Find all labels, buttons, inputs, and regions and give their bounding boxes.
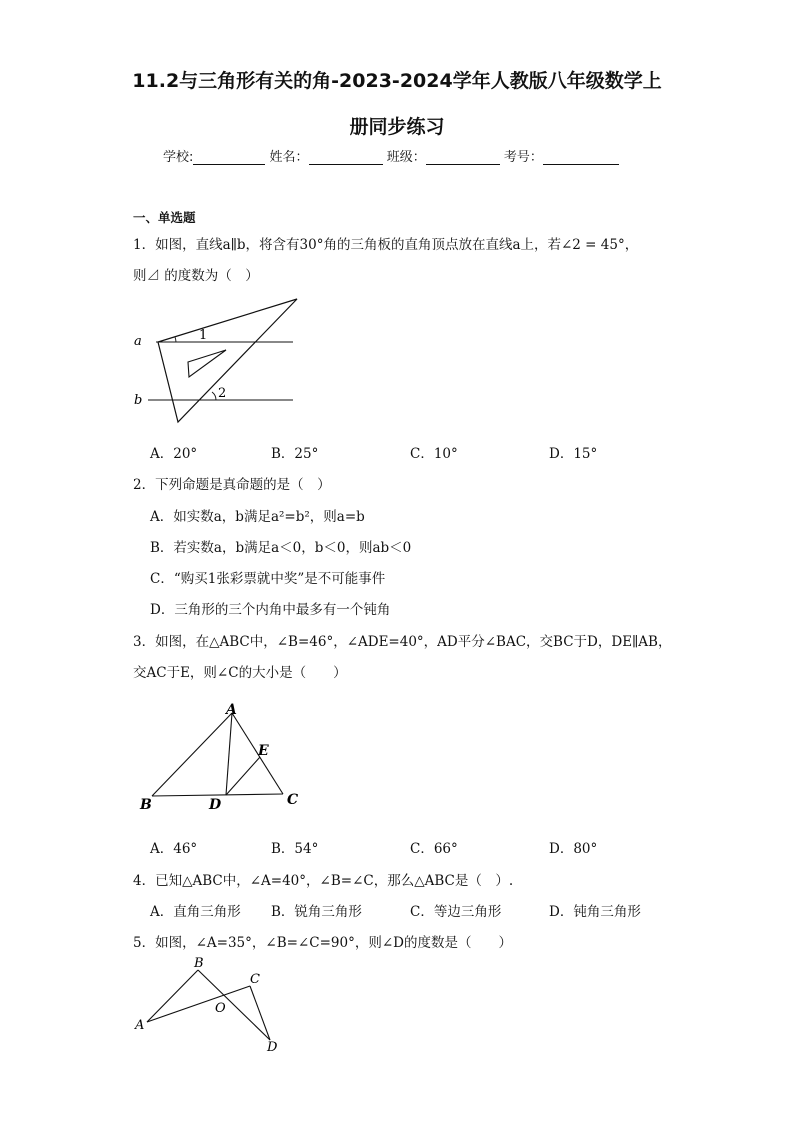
- q3-figure: [130, 696, 310, 818]
- label-2: 2: [218, 386, 227, 401]
- q2-option-b[interactable]: B．若实数a，b满足a＜0，b＜0，则ab＜0: [150, 540, 412, 556]
- q5-figure: [130, 952, 290, 1057]
- q3-stem-line2: 交AC于E，则∠C的大小是（ ）: [133, 665, 347, 681]
- name-blank[interactable]: [309, 150, 383, 165]
- side-ab: [152, 713, 232, 796]
- q4-option-d[interactable]: D．钝角三角形: [549, 904, 641, 920]
- number-blank[interactable]: [543, 150, 619, 165]
- q4-option-c[interactable]: C．等边三角形: [410, 904, 502, 920]
- q1-stem-line2: 则⊿ 的度数为（ ）: [133, 268, 259, 284]
- q4-stem: 4．已知△ABC中，∠A=40°，∠B=∠C，那么△ABC是（ ）.: [133, 873, 514, 889]
- q1-stem-line1: 1．如图，直线a∥b，将含有30°角的三角板的直角顶点放在直线a上，若∠2 = 45°，: [133, 237, 639, 253]
- q3-stem-line1: 3．如图，在△ABC中，∠B=46°，∠ADE=40°，AD平分∠BAC，交BC于D，DE∥AB，: [133, 634, 672, 650]
- set-square-inner: [188, 350, 226, 377]
- segment-ad: [226, 713, 232, 795]
- label-1: 1: [199, 328, 208, 343]
- q1-figure: [128, 292, 308, 432]
- student-info: [163, 146, 619, 165]
- label-B: B: [194, 956, 204, 971]
- q3-option-d[interactable]: D．80°: [549, 841, 598, 857]
- label-a: a: [134, 334, 142, 349]
- label-O: O: [215, 1001, 226, 1016]
- label-A: A: [226, 702, 237, 718]
- q1-option-a[interactable]: A．20°: [150, 446, 198, 462]
- segment-cd: [250, 986, 270, 1040]
- label-D: D: [267, 1040, 278, 1055]
- section-title: 一、单选题: [133, 210, 196, 225]
- segment-ac: [147, 986, 250, 1022]
- segment-ab: [147, 970, 198, 1022]
- q2-option-a[interactable]: A．如实数a，b满足a²=b²，则a=b: [150, 509, 365, 525]
- title-line-1: 11.2与三角形有关的角-2023-2024学年人教版八年级数学上: [132, 70, 662, 92]
- q1-option-c[interactable]: C．10°: [410, 446, 458, 462]
- label-D: D: [209, 797, 222, 813]
- q1-option-d[interactable]: D．15°: [549, 446, 598, 462]
- label-b: b: [134, 393, 143, 408]
- label-A: A: [135, 1018, 145, 1033]
- q3-option-a[interactable]: A．46°: [150, 841, 198, 857]
- q3-option-b[interactable]: B．54°: [271, 841, 319, 857]
- set-square-outer: [158, 299, 297, 422]
- number-label: 考号：: [503, 150, 543, 165]
- title-line-2: 册同步练习: [349, 116, 445, 138]
- class-label: 班级：: [386, 150, 426, 165]
- label-C: C: [250, 972, 260, 987]
- side-bc: [152, 794, 283, 796]
- q2-option-d[interactable]: D．三角形的三个内角中最多有一个钝角: [150, 602, 391, 618]
- label-E: E: [258, 743, 269, 759]
- q2-stem: 2．下列命题是真命题的是（ ）: [133, 477, 331, 493]
- q3-option-c[interactable]: C．66°: [410, 841, 458, 857]
- angle-1-arc: [175, 337, 176, 342]
- segment-de: [226, 757, 260, 795]
- label-B: B: [140, 797, 152, 813]
- label-C: C: [287, 792, 299, 808]
- school-blank[interactable]: [193, 150, 265, 165]
- class-blank[interactable]: [426, 150, 500, 165]
- q1-option-b[interactable]: B．25°: [271, 446, 319, 462]
- school-label: 学校:: [163, 150, 194, 165]
- q5-stem: 5．如图，∠A=35°，∠B=∠C=90°，则∠D的度数是（ ）: [133, 935, 512, 951]
- angle-2-arc: [212, 392, 216, 400]
- q4-option-b[interactable]: B．锐角三角形: [271, 904, 362, 920]
- name-label: 姓名：: [269, 150, 309, 165]
- q4-option-a[interactable]: A．直角三角形: [150, 904, 241, 920]
- q2-option-c[interactable]: C．“购买1张彩票就中奖”是不可能事件: [150, 571, 386, 587]
